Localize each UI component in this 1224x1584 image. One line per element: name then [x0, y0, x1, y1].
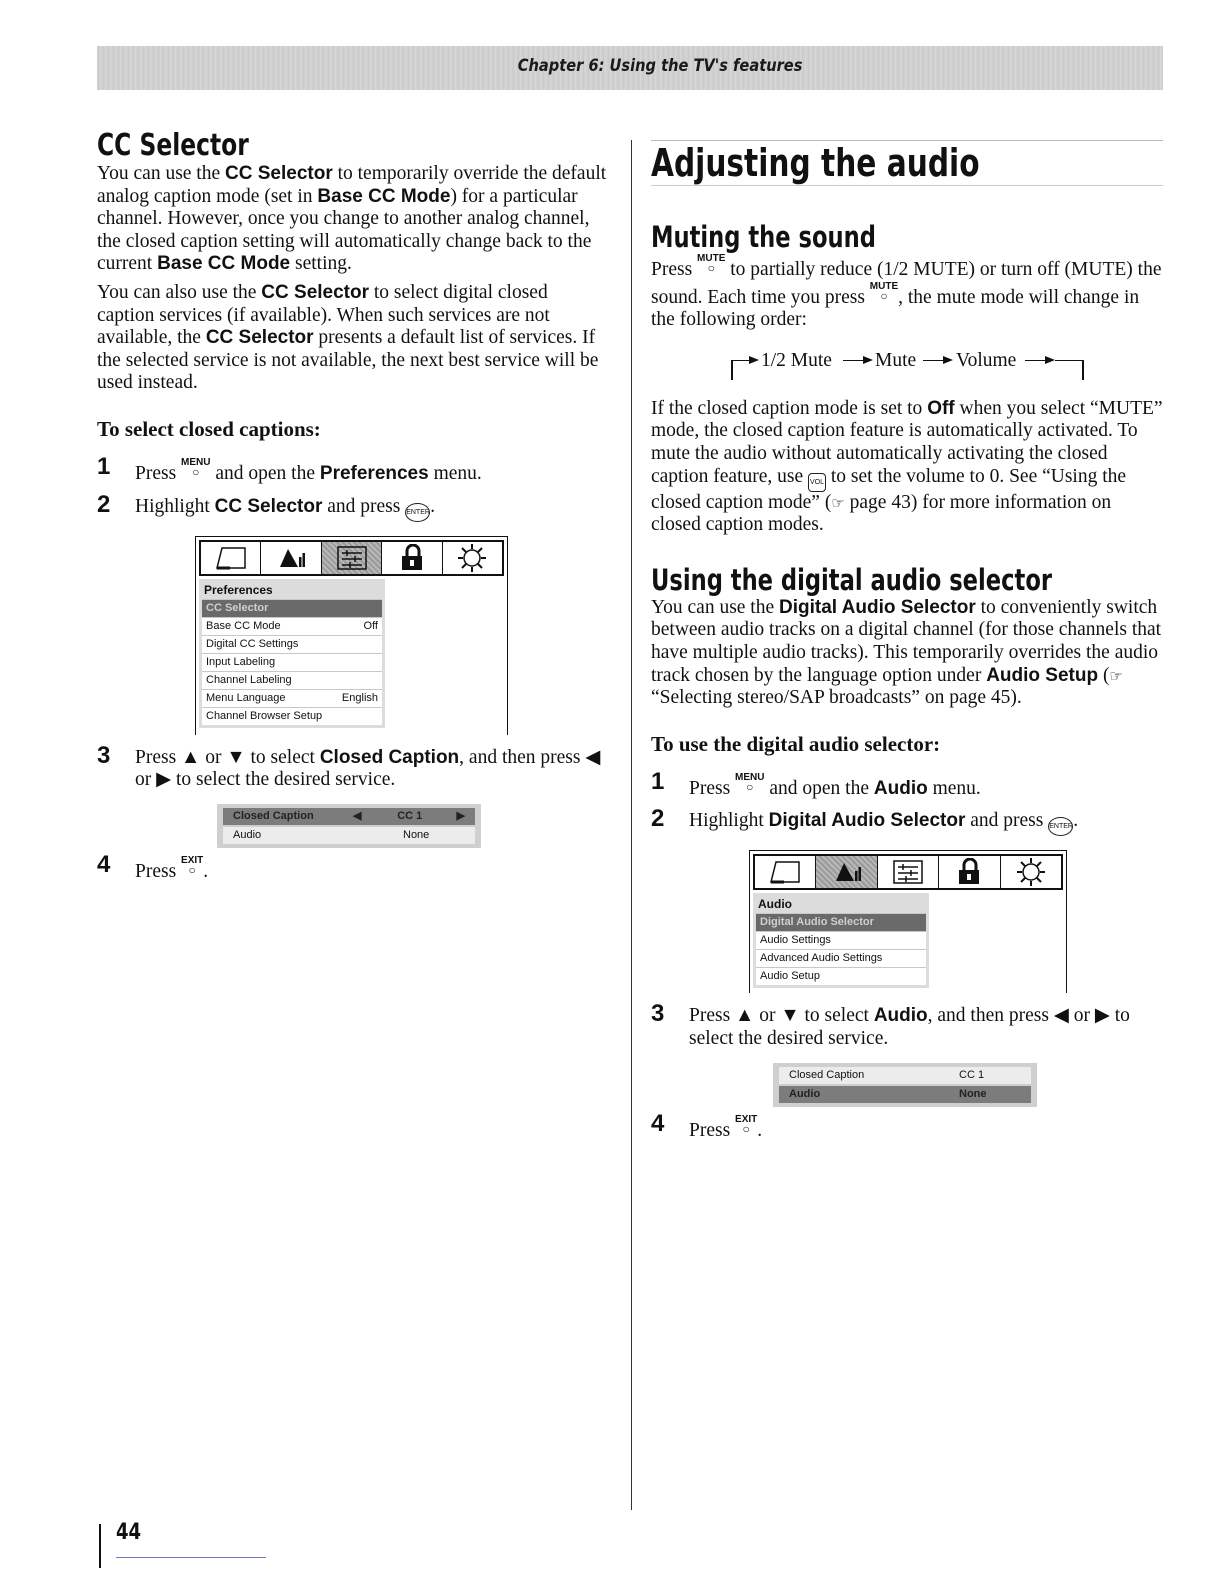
reference-pointer-icon: ☞: [1109, 666, 1123, 685]
mute-button-icon: MUTE ○: [869, 280, 899, 303]
preferences-menu-list: [199, 579, 385, 728]
menu-item[interactable]: Base CC Mode Off: [202, 617, 382, 635]
left-column: [97, 128, 609, 893]
digital-audio-para: You can use the Digital Audio Selector to conveniently switch between audio tracks on a digital channel (for those channels that have multiple audio tracks). This temporarily overrides the audio track chosen by the language option under Audio Setup (☞ “Selecting stereo/SAP broadcasts” on page 45).: [651, 596, 1162, 709]
step-3: 3 Press ▲ or ▼ to select Closed Caption, and then press ◀ or ▶ to select the desired service.: [97, 741, 601, 791]
chapter-title: Chapter 6: Using the TV's features: [517, 56, 803, 76]
step-2: 2 Highlight CC Selector and press ENTER.: [97, 496, 609, 522]
enter-button-icon: ENTER: [1048, 817, 1073, 836]
cc-selector-title: CC Selector: [97, 128, 249, 163]
flow-step: Mute: [875, 349, 917, 371]
preferences-icon: [322, 542, 382, 574]
menu-item[interactable]: Channel Labeling: [202, 671, 382, 689]
closed-caption-mute-para: If the closed caption mode is set to Off when you select “MUTE” mode, the closed caption feature is automatically activated. To mute the audio without automatically activating the closed caption feature, use VOL to set the volume to 0. See “Using the closed caption mode” (☞ page 43) for more information on closed caption modes.: [651, 397, 1163, 536]
selector-row[interactable]: Closed Caption CC 1: [779, 1067, 1031, 1084]
enter-button-icon: ENTER: [405, 503, 430, 522]
menu-item-highlighted[interactable]: Digital Audio Selector: [756, 913, 926, 931]
menu-item[interactable]: Digital CC Settings: [202, 635, 382, 653]
procedure-heading: To select closed captions:: [97, 416, 321, 441]
menu-icon-bar: [753, 854, 1063, 890]
page-number: 44: [116, 1520, 142, 1545]
step-1: 1 Press MENU ○ and open the Audio menu.: [651, 767, 981, 799]
step-4: 4 Press EXIT ○ .: [651, 1109, 763, 1141]
audio-icon: [261, 542, 321, 574]
adjusting-audio-title: Adjusting the audio: [651, 141, 980, 185]
flow-step: 1/2 Mute: [761, 349, 832, 371]
menu-item-highlighted[interactable]: CC Selector: [202, 599, 382, 617]
page-margin-tick: [99, 1524, 101, 1568]
cc-selector-para-1: You can use the CC Selector to temporarily override the default analog caption mode (set in Base CC Mode) for a particular channel. However, once you change to another analog channel, the closed caption setting will automatically change back to the current Base CC Mode setting.: [97, 163, 607, 275]
menu-item[interactable]: Channel Browser Setup: [202, 707, 382, 725]
cc-selector-para-2: You can also use the CC Selector to select digital closed caption services (if available). When such services are not available, the CC Selector presents a default list of services. If the selected service is not available, the next best service will be used instead.: [97, 281, 599, 394]
footer-rule: [116, 1557, 266, 1558]
mute-order-diagram: [651, 346, 1163, 390]
selector-row[interactable]: Audio None: [223, 827, 475, 844]
menu-item[interactable]: Input Labeling: [202, 653, 382, 671]
section-rule: [651, 185, 1163, 186]
muting-para: Press MUTE ○ to partially reduce (1/2 MUTE) or turn off (MUTE) the sound. Each time you press MUTE ○ , the mute mode will change in the following order:: [651, 253, 1162, 331]
selector-row-highlighted[interactable]: Audio None: [779, 1086, 1031, 1103]
cc-selector-bar-screenshot: [217, 804, 481, 848]
menu-item[interactable]: Audio Setup: [756, 967, 926, 985]
audio-icon: [816, 856, 877, 888]
procedure-heading: To use the digital audio selector:: [651, 731, 941, 756]
chapter-header-band: [97, 46, 1163, 90]
menu-heading: Audio: [758, 897, 792, 912]
menu-heading: Preferences: [204, 582, 273, 597]
audio-menu-list: [753, 893, 929, 988]
step-1: 1 Press MENU ○ and open the Preferences menu.: [97, 452, 482, 484]
step-4: 4 Press EXIT ○ .: [97, 850, 209, 882]
mute-button-icon: MUTE ○: [697, 253, 726, 275]
preferences-menu-screenshot: [195, 536, 508, 735]
right-column: [651, 140, 1163, 1152]
menu-item[interactable]: Menu Language English: [202, 689, 382, 707]
picture-icon: [201, 542, 261, 574]
exit-button-icon: EXIT ○: [181, 854, 204, 877]
audio-selector-bar-screenshot: [773, 1063, 1037, 1107]
preferences-icon: [878, 856, 939, 888]
lock-icon: [382, 542, 442, 574]
digital-audio-title: Using the digital audio selector: [651, 562, 1053, 597]
menu-item[interactable]: Advanced Audio Settings: [756, 949, 926, 967]
setup-gear-icon: [443, 542, 502, 574]
menu-button-icon: MENU ○: [735, 771, 765, 794]
lock-icon: [939, 856, 1000, 888]
setup-gear-icon: [1001, 856, 1061, 888]
column-divider: [631, 140, 632, 1510]
reference-pointer-icon: ☞: [831, 493, 845, 512]
menu-icon-bar: [199, 540, 504, 576]
selector-row-highlighted[interactable]: Closed Caption ◀ CC 1 ▶: [223, 808, 475, 825]
picture-icon: [755, 856, 816, 888]
audio-menu-screenshot: [749, 850, 1067, 993]
muting-title: Muting the sound: [651, 220, 876, 254]
flow-step: Volume: [956, 349, 1017, 371]
menu-button-icon: MENU ○: [181, 456, 211, 479]
volume-button-icon: VOL: [808, 473, 826, 492]
step-3: 3 Press ▲ or ▼ to select Audio, and then press ◀ or ▶ to select the desired service.: [651, 1000, 1130, 1049]
step-2: 2 Highlight Digital Audio Selector and press ENTER.: [651, 810, 1163, 836]
menu-item[interactable]: Audio Settings: [756, 931, 926, 949]
exit-button-icon: EXIT ○: [735, 1113, 758, 1136]
